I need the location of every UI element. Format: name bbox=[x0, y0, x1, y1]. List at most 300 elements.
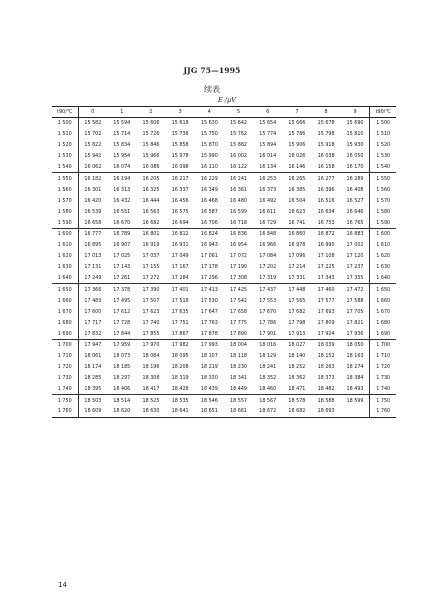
temperature-cell-right: 1 680 bbox=[370, 317, 396, 328]
emf-value-cell: 16 420 bbox=[84, 197, 102, 204]
emf-value-cell: 15 822 bbox=[84, 142, 102, 149]
digit-column-header: 6 bbox=[266, 109, 270, 115]
emf-value-cell: 18 493 bbox=[346, 386, 364, 393]
table-row-group bbox=[52, 284, 396, 339]
table-row bbox=[52, 406, 396, 417]
emf-value-cell: 17 728 bbox=[113, 319, 131, 326]
emf-value-cell: 17 507 bbox=[142, 297, 160, 304]
table-row-group bbox=[52, 395, 396, 417]
emf-value-cell: 18 661 bbox=[230, 408, 248, 415]
emf-value-cell: 17 530 bbox=[200, 297, 218, 304]
page-number: 14 bbox=[58, 581, 67, 589]
emf-value-cell: 18 230 bbox=[230, 364, 248, 371]
emf-value-cell: 18 546 bbox=[200, 397, 218, 404]
emf-value-cell: 16 623 bbox=[288, 208, 306, 215]
emf-value-cell: 17 472 bbox=[346, 286, 364, 293]
temperature-cell-right: 1 590 bbox=[370, 217, 396, 228]
temperature-cell-right: 1 730 bbox=[370, 373, 396, 384]
emf-value-cell: 15 618 bbox=[171, 120, 189, 127]
emf-value-cell: 16 777 bbox=[84, 231, 102, 238]
temperature-cell-right: 1 760 bbox=[370, 406, 396, 417]
emf-value-cell: 18 682 bbox=[288, 408, 306, 415]
temperature-cell-left: 1 580 bbox=[52, 206, 78, 217]
emf-value-cell: 15 594 bbox=[113, 120, 131, 127]
emf-value-cell: 15 858 bbox=[171, 142, 189, 149]
temperature-cell-right: 1 580 bbox=[370, 206, 396, 217]
emf-value-cell: 16 098 bbox=[171, 164, 189, 171]
table-row bbox=[52, 217, 396, 228]
emf-value-cell: 18 406 bbox=[113, 386, 131, 393]
temperature-cell-left: 1 650 bbox=[52, 284, 78, 295]
emf-value-cell: 18 578 bbox=[288, 397, 306, 404]
table-row bbox=[52, 384, 396, 395]
emf-value-cell: 16 014 bbox=[259, 153, 277, 160]
emf-value-cell: 18 129 bbox=[259, 353, 277, 360]
emf-value-cell: 18 219 bbox=[200, 364, 218, 371]
emf-value-cell: 17 343 bbox=[317, 275, 335, 282]
emf-value-cell: 17 763 bbox=[200, 319, 218, 326]
temperature-cell-left: 1 510 bbox=[52, 129, 78, 140]
digit-column-header: 7 bbox=[295, 109, 299, 115]
emf-value-cell: 15 666 bbox=[288, 120, 306, 127]
emf-value-cell: 16 812 bbox=[171, 231, 189, 238]
emf-value-cell: 17 214 bbox=[288, 264, 306, 271]
temperature-cell-left: 1 660 bbox=[52, 295, 78, 306]
emf-value-cell: 15 762 bbox=[230, 131, 248, 138]
emf-value-cell: 16 432 bbox=[113, 197, 131, 204]
emf-value-cell: 17 331 bbox=[288, 275, 306, 282]
emf-value-cell: 17 084 bbox=[259, 253, 277, 260]
emf-value-cell: 17 670 bbox=[259, 308, 277, 315]
emf-value-cell: 16 978 bbox=[288, 242, 306, 249]
table-row bbox=[52, 206, 396, 217]
emf-value-cell: 15 894 bbox=[259, 142, 277, 149]
emf-value-cell: 16 146 bbox=[288, 164, 306, 171]
temperature-cell-left: 1 590 bbox=[52, 217, 78, 228]
emf-value-cell: 18 107 bbox=[200, 353, 218, 360]
thermocouple-reference-table bbox=[52, 106, 396, 418]
emf-value-cell: 18 630 bbox=[142, 408, 160, 415]
temperature-cell-right: 1 660 bbox=[370, 295, 396, 306]
temperature-cell-left: 1 500 bbox=[52, 118, 78, 129]
emf-value-cell: 18 620 bbox=[113, 408, 131, 415]
emf-value-cell: 17 355 bbox=[346, 275, 364, 282]
digit-column-header: 2 bbox=[149, 109, 153, 115]
digit-column-header: 0 bbox=[91, 109, 95, 115]
emf-value-cell: 16 396 bbox=[317, 186, 335, 193]
emf-value-cell: 17 378 bbox=[113, 286, 131, 293]
temperature-cell-right: 1 740 bbox=[370, 384, 396, 395]
emf-value-cell: 15 582 bbox=[84, 120, 102, 127]
emf-value-cell: 15 978 bbox=[171, 153, 189, 160]
emf-value-cell: 16 468 bbox=[200, 197, 218, 204]
emf-value-cell: 17 308 bbox=[230, 275, 248, 282]
continued-table-caption: 续表 bbox=[204, 85, 220, 94]
temperature-cell-right: 1 690 bbox=[370, 328, 396, 339]
emf-value-cell: 18 384 bbox=[346, 375, 364, 382]
temperature-column-header-left: t90/℃ bbox=[52, 107, 78, 118]
emf-value-cell: 16 492 bbox=[259, 197, 277, 204]
emf-value-cell: 17 002 bbox=[346, 242, 364, 249]
table-row bbox=[52, 295, 396, 306]
emf-value-cell: 16 634 bbox=[317, 208, 335, 215]
emf-value-cell: 17 096 bbox=[288, 253, 306, 260]
emf-value-cell: 17 612 bbox=[113, 308, 131, 315]
temperature-cell-left: 1 630 bbox=[52, 262, 78, 273]
emf-value-cell: 17 658 bbox=[230, 308, 248, 315]
emf-value-cell: 18 095 bbox=[171, 353, 189, 360]
emf-value-cell: 17 296 bbox=[200, 275, 218, 282]
emf-value-cell: 17 623 bbox=[142, 308, 160, 315]
emf-value-cell: 16 444 bbox=[142, 197, 160, 204]
table-row-group bbox=[52, 173, 396, 228]
emf-value-cell: 18 672 bbox=[259, 408, 277, 415]
emf-value-cell: 17 437 bbox=[259, 286, 277, 293]
emf-value-cell: 17 261 bbox=[113, 275, 131, 282]
emf-value-cell: 17 131 bbox=[84, 264, 102, 271]
emf-value-cell: 18 471 bbox=[288, 386, 306, 393]
emf-value-cell: 17 460 bbox=[317, 286, 335, 293]
emf-value-cell: 18 609 bbox=[84, 408, 102, 415]
temperature-cell-right: 1 640 bbox=[370, 273, 396, 284]
emf-value-cell: 16 646 bbox=[346, 208, 364, 215]
temperature-cell-right: 1 570 bbox=[370, 195, 396, 206]
emf-value-cell: 16 527 bbox=[346, 197, 364, 204]
emf-value-cell: 15 954 bbox=[113, 153, 131, 160]
emf-value-cell: 17 518 bbox=[171, 297, 189, 304]
emf-value-cell: 16 385 bbox=[288, 186, 306, 193]
emf-value-cell: 16 718 bbox=[230, 219, 248, 226]
table-row-group bbox=[52, 118, 396, 173]
table-row bbox=[52, 317, 396, 328]
emf-value-cell: 17 947 bbox=[84, 342, 102, 349]
emf-value-cell: 16 729 bbox=[259, 219, 277, 226]
document-id: JJG 75—1995 bbox=[183, 66, 241, 75]
emf-value-cell: 16 205 bbox=[142, 175, 160, 182]
table-row bbox=[52, 173, 396, 184]
temperature-cell-left: 1 750 bbox=[52, 395, 78, 406]
emf-value-cell: 17 832 bbox=[84, 330, 102, 337]
table-row bbox=[52, 306, 396, 317]
temperature-cell-left: 1 530 bbox=[52, 151, 78, 162]
emf-value-cell: 16 694 bbox=[171, 219, 189, 226]
emf-value-cell: 17 037 bbox=[142, 253, 160, 260]
emf-value-cell: 16 706 bbox=[200, 219, 218, 226]
emf-value-cell: 16 050 bbox=[346, 153, 364, 160]
emf-value-cell: 16 765 bbox=[346, 219, 364, 226]
temperature-cell-right: 1 530 bbox=[370, 151, 396, 162]
emf-value-cell: 18 395 bbox=[84, 386, 102, 393]
emf-value-cell: 18 308 bbox=[142, 375, 160, 382]
emf-value-cell: 17 855 bbox=[142, 330, 160, 337]
emf-value-cell: 16 217 bbox=[171, 175, 189, 182]
table-row bbox=[52, 118, 396, 129]
emf-value-cell: 16 587 bbox=[200, 208, 218, 215]
emf-value-cell: 18 449 bbox=[230, 386, 248, 393]
table-row bbox=[52, 240, 396, 251]
table-row bbox=[52, 273, 396, 284]
digit-column-header: 8 bbox=[324, 109, 328, 115]
temperature-cell-right: 1 510 bbox=[370, 129, 396, 140]
temperature-cell-right: 1 710 bbox=[370, 350, 396, 361]
emf-value-cell: 18 417 bbox=[142, 386, 160, 393]
emf-unit-label: E /μV bbox=[218, 96, 236, 104]
temperature-cell-left: 1 700 bbox=[52, 339, 78, 350]
temperature-cell-right: 1 620 bbox=[370, 251, 396, 262]
emf-value-cell: 17 143 bbox=[113, 264, 131, 271]
emf-value-cell: 16 480 bbox=[230, 197, 248, 204]
emf-value-cell: 18 588 bbox=[317, 397, 335, 404]
temperature-cell-right: 1 630 bbox=[370, 262, 396, 273]
emf-value-cell: 17 272 bbox=[142, 275, 160, 282]
emf-value-cell: 15 678 bbox=[317, 120, 335, 127]
emf-value-cell: 16 026 bbox=[288, 153, 306, 160]
temperature-cell-left: 1 610 bbox=[52, 240, 78, 251]
emf-value-cell: 16 301 bbox=[84, 186, 102, 193]
digit-column-header: 5 bbox=[236, 109, 241, 115]
emf-value-cell: 16 682 bbox=[142, 219, 160, 226]
emf-value-cell: 16 860 bbox=[288, 231, 306, 238]
emf-value-cell: 18 140 bbox=[288, 353, 306, 360]
emf-value-cell: 17 061 bbox=[200, 253, 218, 260]
temperature-cell-left: 1 730 bbox=[52, 373, 78, 384]
emf-value-cell: 16 753 bbox=[317, 219, 335, 226]
table-row bbox=[52, 362, 396, 373]
emf-value-cell: 16 110 bbox=[200, 164, 218, 171]
emf-value-cell: 17 319 bbox=[259, 275, 277, 282]
temperature-cell-left: 1 620 bbox=[52, 251, 78, 262]
emf-value-cell: 16 229 bbox=[200, 175, 218, 182]
emf-value-cell: 17 993 bbox=[200, 342, 218, 349]
emf-value-cell: 18 557 bbox=[230, 397, 248, 404]
emf-value-cell: 18 285 bbox=[84, 375, 102, 382]
emf-value-cell: 16 265 bbox=[288, 175, 306, 182]
emf-value-cell: 18 196 bbox=[142, 364, 160, 371]
table-row bbox=[52, 140, 396, 151]
emf-value-cell: 18 535 bbox=[171, 397, 189, 404]
temperature-cell-left: 1 570 bbox=[52, 195, 78, 206]
emf-value-cell: 17 959 bbox=[113, 342, 131, 349]
emf-value-cell: 17 155 bbox=[142, 264, 160, 271]
emf-value-cell: 16 824 bbox=[200, 231, 218, 238]
emf-value-cell: 18 362 bbox=[288, 375, 306, 382]
emf-value-cell: 16 504 bbox=[288, 197, 306, 204]
emf-value-cell: 16 182 bbox=[84, 175, 102, 182]
emf-value-cell: 17 237 bbox=[346, 264, 364, 271]
emf-value-cell: 18 341 bbox=[230, 375, 248, 382]
digit-column-header: 4 bbox=[207, 109, 211, 115]
emf-value-cell: 18 641 bbox=[171, 408, 189, 415]
emf-value-cell: 16 658 bbox=[84, 219, 102, 226]
emf-value-cell: 15 810 bbox=[346, 131, 364, 138]
emf-value-cell: 15 906 bbox=[288, 142, 306, 149]
emf-value-cell: 16 086 bbox=[142, 164, 160, 171]
table-row bbox=[52, 184, 396, 195]
emf-value-cell: 18 073 bbox=[113, 353, 131, 360]
emf-value-cell: 17 600 bbox=[84, 308, 102, 315]
emf-value-cell: 18 084 bbox=[142, 353, 160, 360]
emf-value-cell: 17 577 bbox=[317, 297, 335, 304]
emf-value-cell: 18 174 bbox=[84, 364, 102, 371]
emf-value-cell: 16 931 bbox=[171, 242, 189, 249]
table-row bbox=[52, 162, 396, 173]
emf-value-cell: 16 943 bbox=[200, 242, 218, 249]
table-row bbox=[52, 195, 396, 206]
emf-value-cell: 16 966 bbox=[259, 242, 277, 249]
emf-value-cell: 16 789 bbox=[113, 231, 131, 238]
digit-column-header: 3 bbox=[178, 109, 182, 115]
emf-value-cell: 17 682 bbox=[288, 308, 306, 315]
temperature-cell-left: 1 520 bbox=[52, 140, 78, 151]
emf-value-cell: 17 901 bbox=[259, 330, 277, 337]
emf-value-cell: 17 844 bbox=[113, 330, 131, 337]
emf-value-cell: 17 448 bbox=[288, 286, 306, 293]
emf-value-cell: 17 936 bbox=[346, 330, 364, 337]
emf-value-cell: 17 786 bbox=[259, 319, 277, 326]
temperature-cell-left: 1 690 bbox=[52, 328, 78, 339]
temperature-cell-left: 1 760 bbox=[52, 406, 78, 417]
temperature-cell-left: 1 640 bbox=[52, 273, 78, 284]
emf-value-cell: 18 152 bbox=[317, 353, 335, 360]
table-row bbox=[52, 228, 396, 239]
emf-value-cell: 17 072 bbox=[230, 253, 248, 260]
emf-value-cell: 17 553 bbox=[259, 297, 277, 304]
emf-value-cell: 16 337 bbox=[171, 186, 189, 193]
emf-value-cell: 15 714 bbox=[113, 131, 131, 138]
emf-value-cell: 17 565 bbox=[288, 297, 306, 304]
emf-value-cell: 16 373 bbox=[259, 186, 277, 193]
temperature-cell-left: 1 720 bbox=[52, 362, 78, 373]
emf-value-cell: 15 750 bbox=[200, 131, 218, 138]
emf-value-cell: 15 726 bbox=[142, 131, 160, 138]
emf-value-cell: 16 038 bbox=[317, 153, 335, 160]
emf-value-cell: 18 514 bbox=[113, 397, 131, 404]
emf-value-cell: 18 693 bbox=[317, 408, 335, 415]
table-header bbox=[52, 107, 396, 118]
emf-value-cell: 17 913 bbox=[288, 330, 306, 337]
table-row bbox=[52, 350, 396, 361]
emf-value-cell: 15 654 bbox=[259, 120, 277, 127]
emf-value-cell: 16 408 bbox=[346, 186, 364, 193]
emf-value-cell: 17 013 bbox=[84, 253, 102, 260]
temperature-cell-right: 1 650 bbox=[370, 284, 396, 295]
emf-value-cell: 16 241 bbox=[230, 175, 248, 182]
emf-value-cell: 16 194 bbox=[113, 175, 131, 182]
emf-value-cell: 15 930 bbox=[346, 142, 364, 149]
emf-value-cell: 17 225 bbox=[317, 264, 335, 271]
emf-value-cell: 16 611 bbox=[259, 208, 277, 215]
emf-value-cell: 16 313 bbox=[113, 186, 131, 193]
emf-value-cell: 16 848 bbox=[259, 231, 277, 238]
emf-value-cell: 17 542 bbox=[230, 297, 248, 304]
emf-value-cell: 18 428 bbox=[171, 386, 189, 393]
emf-value-cell: 17 775 bbox=[230, 319, 248, 326]
temperature-cell-left: 1 670 bbox=[52, 306, 78, 317]
emf-value-cell: 16 895 bbox=[84, 242, 102, 249]
emf-value-cell: 17 284 bbox=[171, 275, 189, 282]
emf-value-cell: 17 190 bbox=[230, 264, 248, 271]
digit-column-header: 1 bbox=[120, 109, 124, 115]
emf-value-cell: 18 373 bbox=[317, 375, 335, 382]
emf-value-cell: 16 122 bbox=[230, 164, 248, 171]
digit-column-header: 9 bbox=[353, 109, 357, 115]
emf-value-cell: 16 158 bbox=[317, 164, 335, 171]
emf-value-cell: 15 630 bbox=[200, 120, 218, 127]
emf-value-cell: 18 439 bbox=[200, 386, 218, 393]
emf-value-cell: 16 551 bbox=[113, 208, 131, 215]
emf-value-cell: 16 516 bbox=[317, 197, 335, 204]
emf-value-cell: 15 918 bbox=[317, 142, 335, 149]
emf-value-cell: 17 366 bbox=[84, 286, 102, 293]
table-row-group bbox=[52, 228, 396, 283]
temperature-cell-right: 1 550 bbox=[370, 173, 396, 184]
emf-value-cell: 16 170 bbox=[346, 164, 364, 171]
emf-value-cell: 15 990 bbox=[200, 153, 218, 160]
emf-value-cell: 18 599 bbox=[346, 397, 364, 404]
temperature-cell-left: 1 680 bbox=[52, 317, 78, 328]
emf-value-cell: 15 738 bbox=[171, 131, 189, 138]
emf-value-cell: 18 004 bbox=[230, 342, 248, 349]
emf-value-cell: 15 690 bbox=[346, 120, 364, 127]
temperature-cell-left: 1 540 bbox=[52, 162, 78, 173]
emf-value-cell: 17 635 bbox=[171, 308, 189, 315]
emf-value-cell: 18 185 bbox=[113, 364, 131, 371]
emf-value-cell: 17 401 bbox=[171, 286, 189, 293]
temperature-column-header-right: t90/℃ bbox=[370, 107, 396, 118]
emf-value-cell: 16 575 bbox=[171, 208, 189, 215]
emf-value-cell: 15 834 bbox=[113, 142, 131, 149]
emf-value-cell: 15 774 bbox=[259, 131, 277, 138]
emf-value-cell: 16 361 bbox=[230, 186, 248, 193]
emf-value-cell: 16 134 bbox=[259, 164, 277, 171]
emf-value-cell: 16 919 bbox=[142, 242, 160, 249]
emf-value-cell: 18 039 bbox=[317, 342, 335, 349]
emf-value-cell: 16 836 bbox=[230, 231, 248, 238]
emf-value-cell: 18 252 bbox=[288, 364, 306, 371]
emf-value-cell: 16 563 bbox=[142, 208, 160, 215]
emf-value-cell: 16 062 bbox=[84, 164, 102, 171]
table-row bbox=[52, 251, 396, 262]
emf-value-cell: 17 705 bbox=[346, 308, 364, 315]
emf-value-cell: 17 982 bbox=[171, 342, 189, 349]
emf-value-cell: 17 025 bbox=[113, 253, 131, 260]
emf-value-cell: 16 883 bbox=[346, 231, 364, 238]
table-row bbox=[52, 151, 396, 162]
emf-value-cell: 15 642 bbox=[230, 120, 248, 127]
emf-value-cell: 16 349 bbox=[200, 186, 218, 193]
emf-value-cell: 16 907 bbox=[113, 242, 131, 249]
emf-value-cell: 18 016 bbox=[259, 342, 277, 349]
emf-value-cell: 16 277 bbox=[317, 175, 335, 182]
emf-value-cell: 16 801 bbox=[142, 231, 160, 238]
emf-value-cell: 17 167 bbox=[171, 264, 189, 271]
emf-value-cell: 17 202 bbox=[259, 264, 277, 271]
emf-value-cell: 18 297 bbox=[113, 375, 131, 382]
emf-value-cell: 18 061 bbox=[84, 353, 102, 360]
emf-value-cell: 16 670 bbox=[113, 219, 131, 226]
emf-value-cell: 17 970 bbox=[142, 342, 160, 349]
temperature-cell-left: 1 740 bbox=[52, 384, 78, 395]
temperature-cell-right: 1 540 bbox=[370, 162, 396, 173]
table-row bbox=[52, 262, 396, 273]
emf-value-cell: 15 702 bbox=[84, 131, 102, 138]
emf-value-cell: 18 567 bbox=[259, 397, 277, 404]
emf-value-cell: 18 241 bbox=[259, 364, 277, 371]
emf-value-cell: 17 717 bbox=[84, 319, 102, 326]
emf-value-cell: 17 890 bbox=[230, 330, 248, 337]
emf-value-cell: 18 460 bbox=[259, 386, 277, 393]
emf-value-cell: 15 606 bbox=[142, 120, 160, 127]
